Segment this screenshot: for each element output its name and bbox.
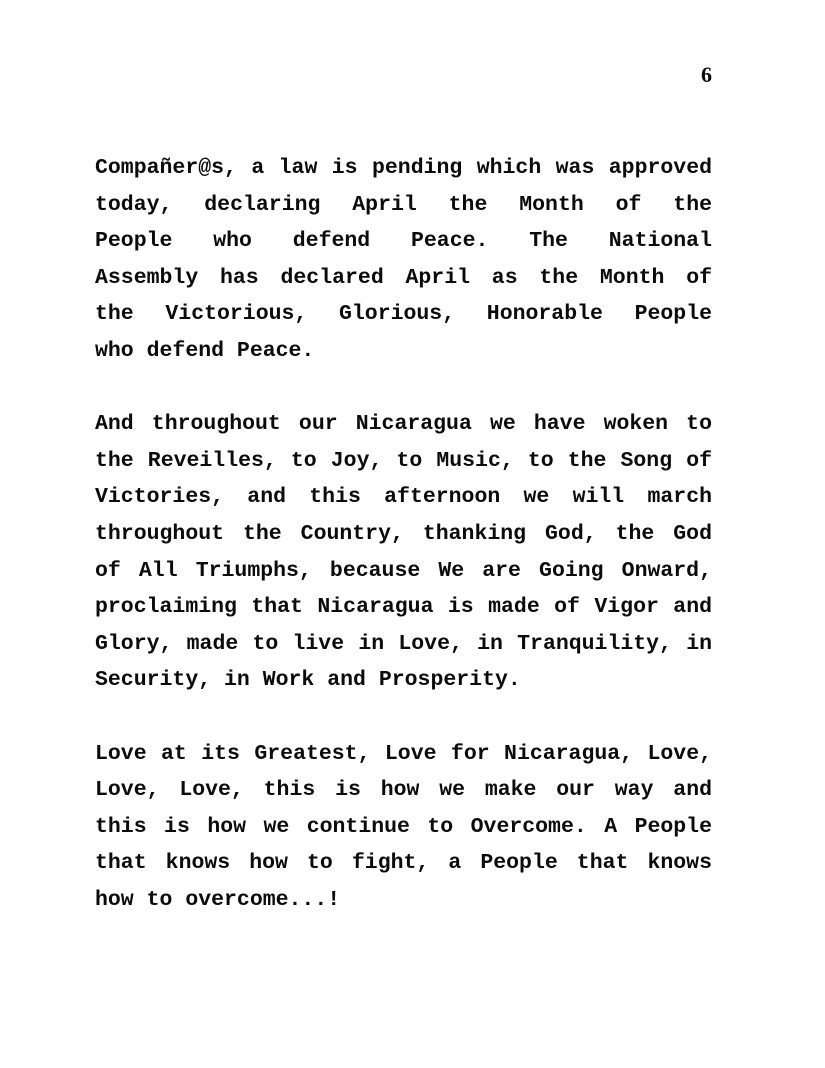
text-line: this is how we continue to Overcome. A People: [95, 814, 712, 839]
text-line: who defend Peace.: [95, 338, 315, 363]
text-line: Victories, and this afternoon we will march: [95, 485, 712, 510]
text-line: Love, Love, this is how we make our way and: [95, 778, 712, 803]
text-line: Assembly has declared April as the Month of: [95, 265, 712, 290]
text-line: Security, in Work and Prosperity.: [95, 668, 521, 693]
text-line: the Reveilles, to Joy, to Music, to the Song of: [95, 448, 712, 473]
paragraph-2: [95, 406, 712, 699]
text-line: how to overcome...!: [95, 887, 341, 912]
text-line: proclaiming that Nicaragua is made of Vigor and: [95, 595, 712, 620]
text-line: People who defend Peace. The National: [95, 229, 712, 254]
paragraph-3: [95, 736, 712, 919]
text-line: Love at its Greatest, Love for Nicaragua, Love,: [95, 741, 712, 766]
text-line: Compañer@s, a law is pending which was approved: [95, 156, 712, 180]
text-line: And throughout our Nicaragua we have woken to: [95, 412, 712, 437]
text-line: Glory, made to live in Love, in Tranquility, in: [95, 631, 712, 656]
text-line: of All Triumphs, because We are Going Onward,: [95, 558, 712, 583]
paragraph-1: [95, 150, 712, 370]
page-number: 6: [701, 62, 712, 87]
document-body: [95, 150, 712, 955]
text-line: that knows how to fight, a People that knows: [95, 851, 712, 876]
text-line: today, declaring April the Month of the: [95, 192, 712, 217]
text-line: throughout the Country, thanking God, the God: [95, 521, 712, 546]
text-line: the Victorious, Glorious, Honorable People: [95, 302, 712, 327]
